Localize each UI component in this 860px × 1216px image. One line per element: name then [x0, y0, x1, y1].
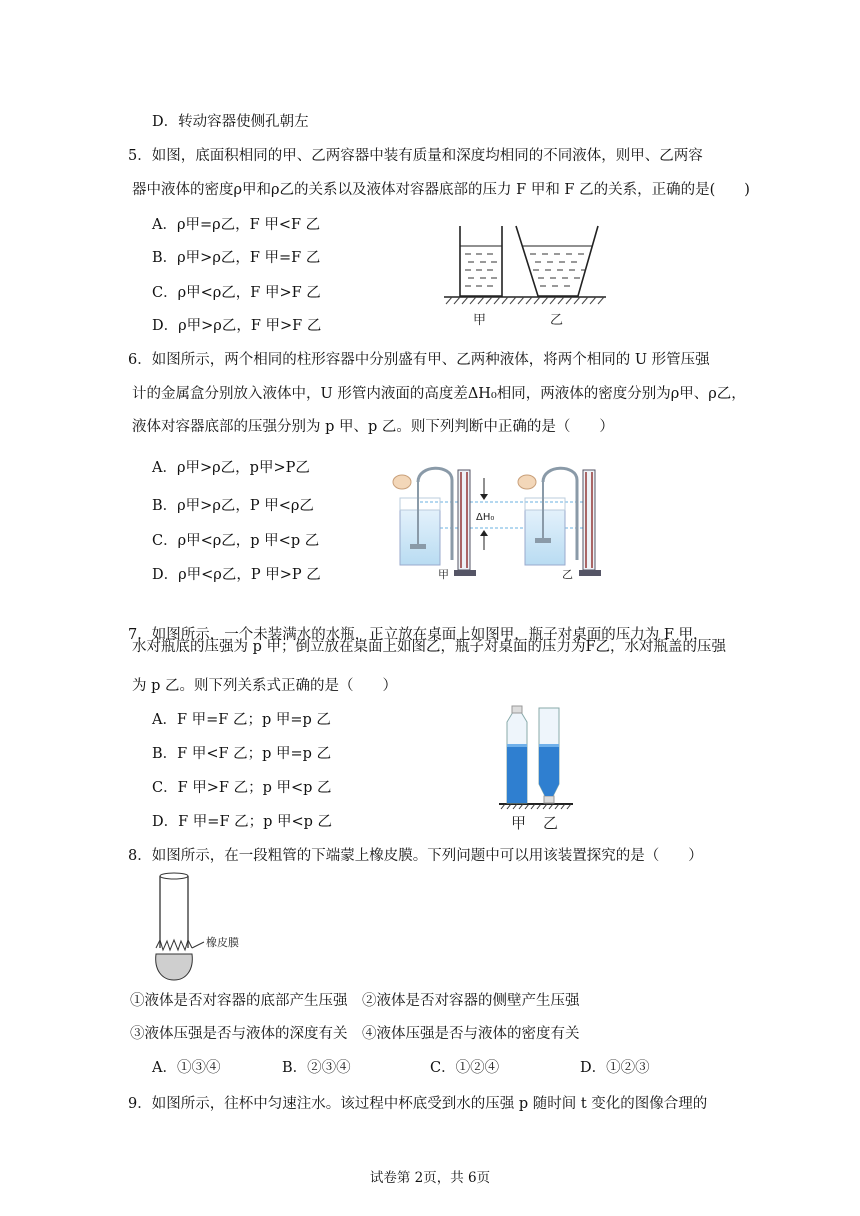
q6-stem-line1: 6．如图所示，两个相同的柱形容器中分别盛有甲、乙两种液体，将两个相同的 U 形管压强 — [128, 352, 710, 368]
q7-option-c: C．F 甲>F 乙；p 甲<p 乙 — [152, 780, 332, 796]
q5-option-c: C．ρ甲<ρ乙，F 甲>F 乙 — [152, 285, 321, 301]
q7-label-jia: 甲 — [511, 814, 527, 832]
q7-option-a: A．F 甲=F 乙；p 甲=p 乙 — [152, 712, 331, 728]
q7-label-yi: 乙 — [543, 814, 559, 832]
q6-option-c: C．ρ甲<ρ乙，p 甲<p 乙 — [152, 533, 320, 549]
q8-option-a: A．①③④ — [152, 1060, 221, 1076]
q6-option-a: A．ρ甲>ρ乙，p甲>P乙 — [152, 460, 310, 476]
q4-option-d: D．转动容器使侧孔朝左 — [152, 114, 309, 130]
q7-stem-line3: 为 p 乙。则下列关系式正确的是（ ） — [132, 678, 397, 694]
q6-manometer-figure — [380, 460, 610, 590]
q6-stem-line3: 液体对容器底部的压强分别为 p 甲、p 乙。则下列判断中正确的是（ ） — [132, 419, 614, 435]
q7-stem-line2: 水对瓶底的压强为 p 甲；倒立放在桌面上如图乙，瓶子对桌面的压力为F乙，水对瓶盖的压强 — [132, 639, 727, 655]
q5-option-b: B．ρ甲>ρ乙，F 甲=F 乙 — [152, 250, 321, 266]
q8-stem-line1: 8．如图所示，在一段粗管的下端蒙上橡皮膜。下列问题中可以用该装置探究的是（ ） — [128, 848, 703, 864]
q6-setup-jia — [393, 468, 476, 576]
q8-membrane-label: 橡皮膜 — [206, 936, 239, 949]
q7-option-d: D．F 甲=F 乙；p 甲<p 乙 — [152, 814, 333, 830]
q8-option-d: D．①②③ — [580, 1060, 650, 1076]
page-footer: 试卷第 2页，共 6页 — [369, 1170, 491, 1186]
q9-stem-line1: 9．如图所示，往杯中匀速注水。该过程中杯底受到水的压强 p 随时间 t 变化的图像合理的 — [128, 1096, 708, 1112]
q6-option-b: B．ρ甲>ρ乙，P 甲<ρ乙 — [152, 498, 314, 514]
q8-option-c: C．①②④ — [430, 1060, 500, 1076]
q6-option-d: D．ρ甲<ρ乙，P 甲>P 乙 — [152, 567, 321, 583]
q5-option-d: D．ρ甲>ρ乙，F 甲>F 乙 — [152, 318, 322, 334]
q5-stem-line1: 5．如图，底面积相同的甲、乙两容器中装有质量和深度均相同的不同液体，则甲、乙两容 — [128, 148, 703, 164]
q6-label-yi: 乙 — [562, 568, 573, 581]
q6-label-jia: 甲 — [438, 568, 449, 581]
q5-option-a: A．ρ甲=ρ乙，F 甲<F 乙 — [152, 217, 321, 233]
q6-setup-yi — [518, 468, 601, 576]
q7-bottles-figure — [497, 704, 587, 834]
q5-label-jia: 甲 — [473, 313, 487, 328]
q5-label-yi: 乙 — [550, 313, 564, 328]
q8-option-b: B．②③④ — [282, 1060, 351, 1076]
q7-option-b: B．F 甲<F 乙；p 甲=p 乙 — [152, 746, 332, 762]
q5-stem-line2: 器中液体的密度ρ甲和ρ乙的关系以及液体对容器底部的压力 F 甲和 F 乙的关系，正确的是( ) — [132, 182, 750, 198]
q6-stem-line2: 计的金属盒分别放入液体中，U 形管内液面的高度差ΔH₀相同，两液体的密度分别为ρ甲、ρ乙， — [132, 386, 746, 402]
q7-stem-line1: 7．如图所示，一个未装满水的水瓶，正立放在桌面上如图甲，瓶子对桌面的压力为 F 甲， — [128, 627, 708, 643]
q8-items-line1: ①液体是否对容器的底部产生压强 ②液体是否对容器的侧壁产生压强 — [130, 993, 580, 1009]
q8-tube-figure — [152, 870, 262, 990]
q8-items-line2: ③液体压强是否与液体的深度有关 ④液体压强是否与液体的密度有关 — [130, 1026, 580, 1042]
q5-containers-figure — [440, 220, 610, 335]
q6-delta-label: ΔH₀ — [476, 512, 495, 523]
